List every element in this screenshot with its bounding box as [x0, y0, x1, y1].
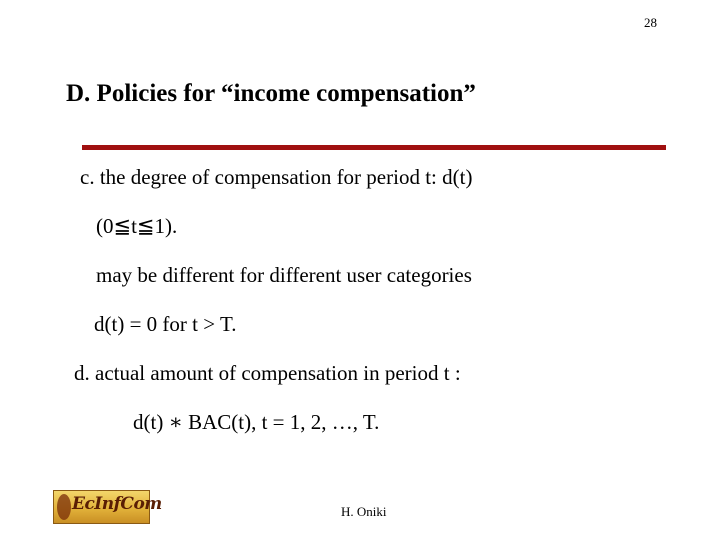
page-number: 28	[644, 15, 657, 30]
title-divider	[82, 145, 666, 150]
slide-title: D. Policies for “income compensation”	[66, 80, 476, 107]
ecinfcom-logo	[53, 490, 162, 524]
bullet-d-formula: d(t) ∗ BAC(t), t = 1, 2, …, T.	[133, 410, 380, 434]
bullet-c-zero-condition: d(t) = 0 for t > T.	[94, 312, 237, 336]
footer-author: H. Oniki	[341, 504, 387, 519]
bullet-c-degree-of-compensation: c. the degree of compensation for period t: d(t)	[80, 165, 473, 189]
logo-wordmark: EcInfCom	[72, 494, 162, 514]
bullet-d-actual-amount: d. actual amount of compensation in period t :	[74, 361, 461, 385]
logo-emblem-icon	[57, 494, 71, 520]
bullet-c-range: (0≦t≦1).	[96, 214, 178, 238]
bullet-c-user-categories: may be different for different user categories	[96, 263, 472, 287]
